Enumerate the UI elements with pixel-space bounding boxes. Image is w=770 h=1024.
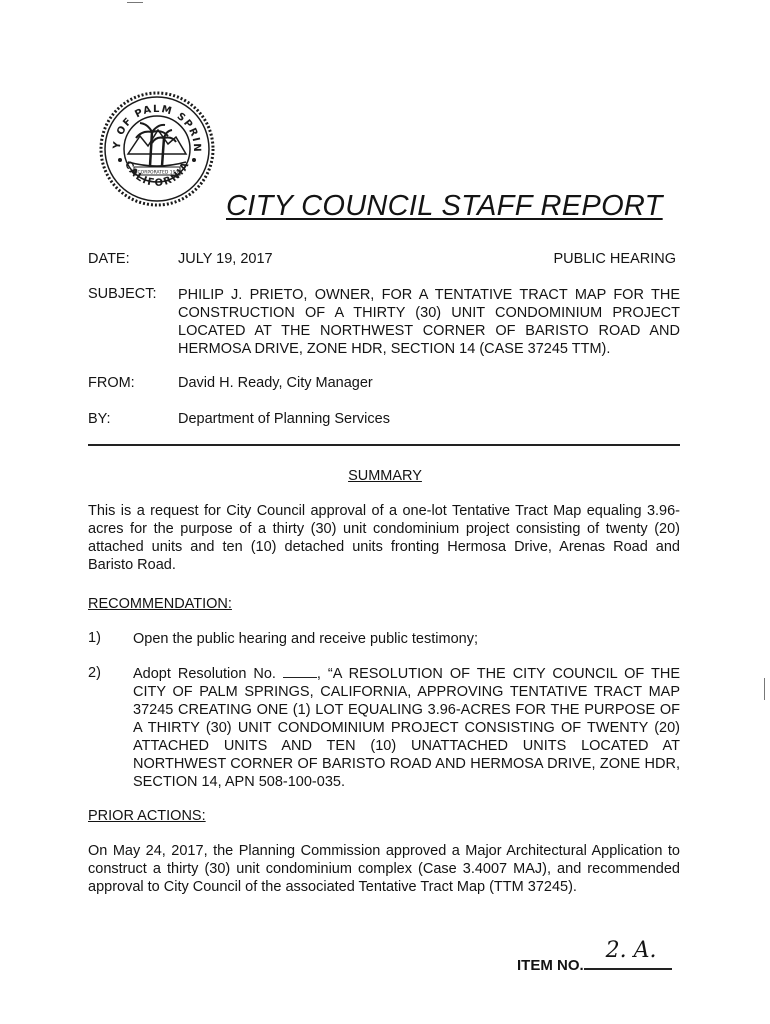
summary-text: This is a request for City Council approval of a one-lot Tentative Tract Map equaling 3.96-acres for the purpose of a thirty (30) unit condominium project consisting of twenty (20) attached units and ten (10) detached units fronting Hermosa Drive, Arenas Road and Baristo Road. [88, 503, 680, 573]
resolution-number-blank [283, 665, 317, 678]
item-number-label: ITEM NO. [517, 957, 584, 974]
svg-text:INCORPORATED 1938: INCORPORATED 1938 [132, 170, 182, 176]
svg-text:CALIFORNIA: CALIFORNIA [122, 159, 192, 190]
recommendation-item-number: 1) [88, 630, 101, 646]
date-value: JULY 19, 2017 [178, 251, 273, 267]
resolution-text-rest: , “A RESOLUTION OF THE CITY COUNCIL OF THE CITY OF PALM SPRINGS, CALIFORNIA, APPROVING TENTATIVE TRACT MAP 37245 CREATING ONE (1) LOT EQUALING 3.96-ACRES FOR THE PURPOSE OF A THIRTY (30) UNIT CONDOMINIUM PROJECT CONSISTING OF TWENTY (20) ATTACHED UNITS AND TEN (10) UNATTACHED UNITS LOCATED AT NORTHWEST CORNER OF BARISTO ROAD AND HERMOSA DRIVE, ZONE HDR, SECTION 14, APN 508-100-035. [133, 666, 680, 790]
hearing-type: PUBLIC HEARING [553, 251, 676, 267]
by-label: BY: [88, 411, 111, 427]
recommendation-item-text [133, 665, 680, 791]
date-label: DATE: [88, 251, 130, 267]
recommendation-item-number: 2) [88, 665, 101, 681]
by-value: Department of Planning Services [178, 411, 390, 427]
item-number-value: 2. A. [605, 938, 657, 963]
from-label: FROM: [88, 375, 135, 391]
header-divider [88, 444, 680, 446]
recommendation-heading: RECOMMENDATION: [88, 596, 232, 612]
recommendation-item-text: Open the public hearing and receive public testimony; [133, 631, 478, 647]
prior-actions-heading: PRIOR ACTIONS: [88, 808, 206, 824]
svg-text:CITY OF PALM SPRINGS: Y OF PALM SPRIN [111, 103, 203, 154]
prior-actions-text: On May 24, 2017, the Planning Commission approved a Major Architectural Application to construct a thirty (30) unit condominium complex (Case 3.4007 MAJ), and recommended approval to City Council of the associated Tentative Tract Map (TTM 37245). [88, 843, 680, 895]
subject-value: PHILIP J. PRIETO, OWNER, FOR A TENTATIVE TRACT MAP FOR THE CONSTRUCTION OF A THIRTY (30) UNIT CONDOMINIUM PROJECT LOCATED AT THE NORTHWEST CORNER OF BARISTO ROAD AND HERMOSA DRIVE, ZONE HDR, SECTION 14 (CASE 37245 TTM). [178, 287, 680, 357]
city-seal-logo [98, 90, 216, 208]
item-number [517, 938, 672, 974]
scan-mark [127, 2, 143, 3]
summary-heading: SUMMARY [348, 468, 422, 484]
report-title: CITY COUNCIL STAFF REPORT [226, 190, 663, 222]
scan-mark [764, 678, 765, 700]
subject-label: SUBJECT: [88, 286, 157, 302]
item-number-line [584, 938, 672, 970]
from-value: David H. Ready, City Manager [178, 375, 373, 391]
resolution-text-start: Adopt Resolution No. [133, 666, 283, 682]
